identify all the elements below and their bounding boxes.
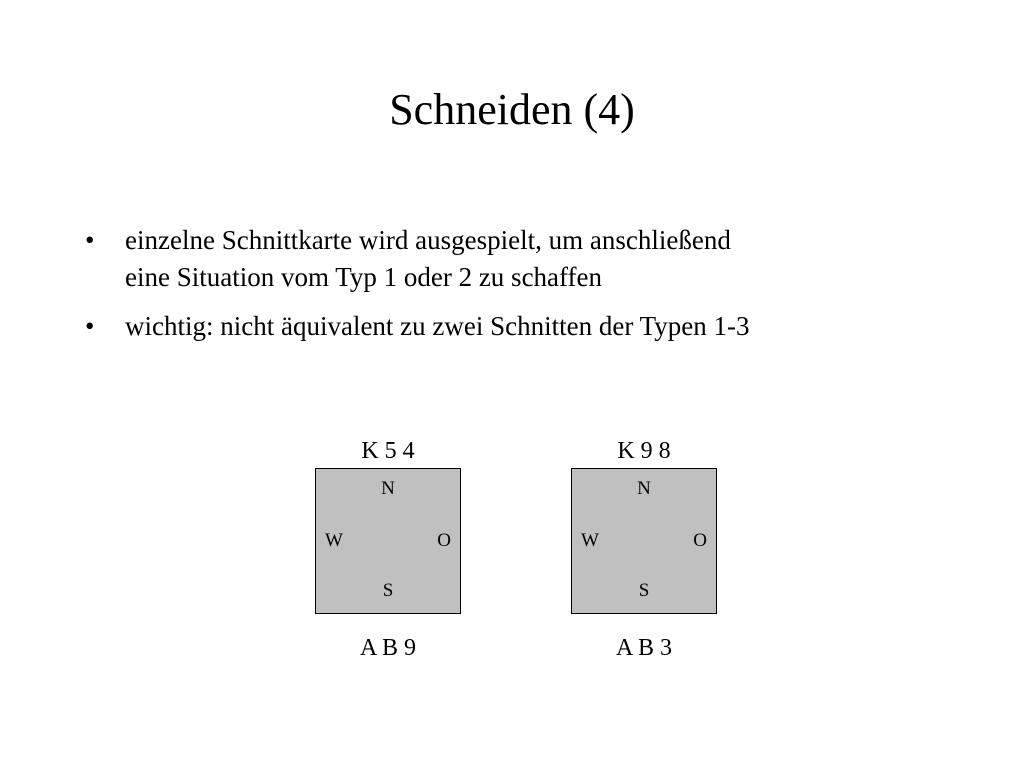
- bullet-list: [85, 222, 945, 357]
- south-hand-label: A B 3: [615, 635, 672, 661]
- bullet-marker: •: [85, 225, 95, 255]
- bullet-line: wichtig: nicht äquivalent zu zwei Schnitten der Typen 1-3: [125, 311, 750, 341]
- north-hand-label: K 5 4: [361, 438, 415, 464]
- bullet-marker: •: [85, 311, 95, 341]
- compass-south-label: S: [638, 580, 650, 601]
- compass-east-label: O: [437, 530, 451, 551]
- bullet-line: eine Situation vom Typ 1 oder 2 zu schaffen: [125, 262, 603, 292]
- bullet-item-2: [85, 308, 945, 345]
- compass-south-label: S: [382, 580, 394, 601]
- bullet-item-1: [85, 222, 945, 296]
- bullet-line: einzelne Schnittkarte wird ausgespielt, um anschließend: [125, 225, 731, 255]
- compass-north-label: N: [381, 478, 395, 499]
- north-hand-label: K 9 8: [617, 438, 671, 464]
- bridge-table-diagram: [571, 468, 717, 614]
- compass-west-label: W: [325, 530, 343, 551]
- compass-west-label: W: [581, 530, 599, 551]
- slide-title: Schneiden (4): [389, 85, 635, 134]
- south-hand-label: A B 9: [359, 635, 416, 661]
- bridge-table-diagram: [315, 468, 461, 614]
- compass-east-label: O: [693, 530, 707, 551]
- compass-north-label: N: [637, 478, 651, 499]
